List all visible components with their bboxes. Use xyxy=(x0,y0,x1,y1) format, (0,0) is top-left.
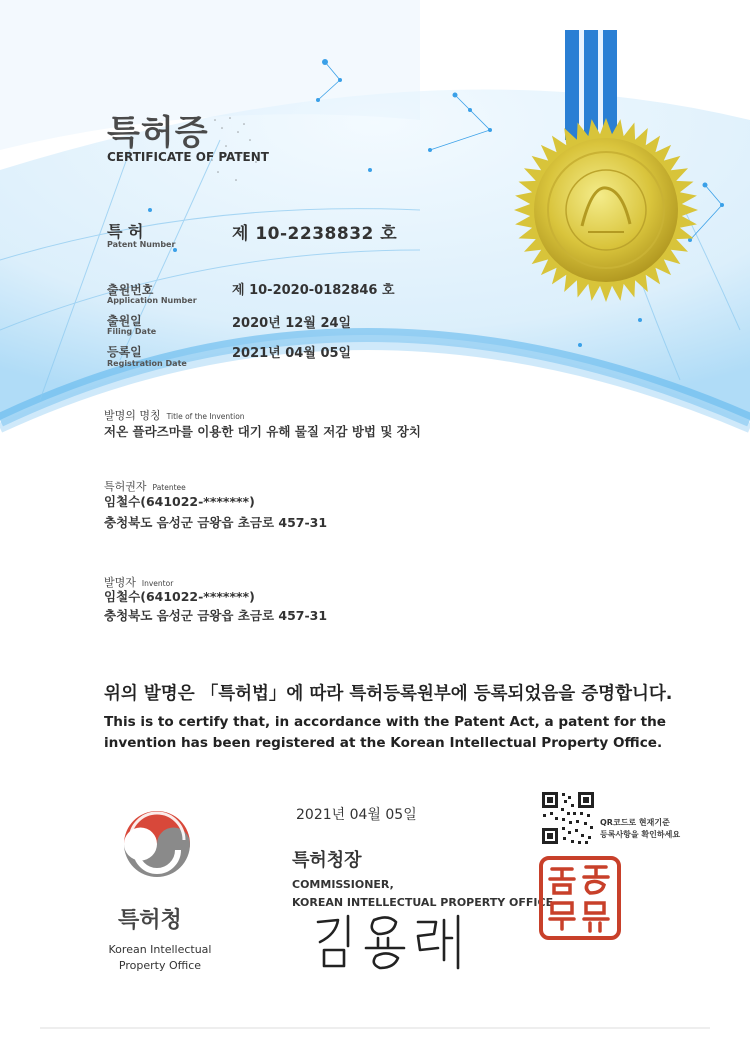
filing-date-label: 출원일 xyxy=(107,314,142,328)
patentee-address: 충청북도 음성군 금왕읍 초금로 457-31 xyxy=(104,515,328,530)
invention-title-value: 저온 플라즈마를 이용한 대기 유해 물질 저감 방법 및 장치 xyxy=(104,424,421,439)
taegeuk-emblem-icon xyxy=(116,806,198,888)
registration-date-label: 등록일 xyxy=(107,345,142,359)
qr-instruction-line1: QR코드로 현재기준 xyxy=(600,818,670,827)
qr-code-icon[interactable] xyxy=(540,790,596,846)
commissioner-title-en-line2: KOREAN INTELLECTUAL PROPERTY OFFICE xyxy=(292,896,554,909)
signature xyxy=(312,912,482,972)
certification-statement-ko: 위의 발명은 「특허법」에 따라 특허등록원부에 등록되었음을 증명합니다. xyxy=(104,684,673,704)
commissioner-title-en xyxy=(292,876,553,912)
qr-instruction-line2: 등록사항을 확인하세요 xyxy=(600,830,681,839)
commissioner-title-ko: 특허청장 xyxy=(292,850,362,871)
inventor-address: 충청북도 음성군 금왕읍 초금로 457-31 xyxy=(104,608,328,623)
filing-date-value: 2020년 12월 24일 xyxy=(232,316,352,331)
patentee-name: 임철수(641022-*******) xyxy=(104,494,255,509)
invention-title-label-en: Title of the Invention xyxy=(166,412,245,421)
commissioner-title-en-line1: COMMISSIONER, xyxy=(292,878,394,891)
patent-number-label: 특 허 xyxy=(107,222,144,241)
inventor-label-ko: 발명자 xyxy=(104,576,136,589)
invention-title-label xyxy=(104,404,245,423)
office-name-ko: 특허청 xyxy=(118,908,182,933)
application-number-label-en: Application Number xyxy=(107,296,197,305)
office-name-en: Korean Intellectual Property Office xyxy=(108,943,212,972)
patent-number-value: 제 10-2238832 호 xyxy=(232,224,398,244)
invention-title-label-ko: 발명의 명칭 xyxy=(104,409,161,422)
filing-date-label-en: Filing Date xyxy=(107,327,157,336)
certificate-title-en: CERTIFICATE OF PATENT xyxy=(107,150,269,164)
official-stamp-icon xyxy=(538,855,622,941)
gold-seal-icon xyxy=(512,116,700,304)
application-number-value: 제 10-2020-0182846 호 xyxy=(232,283,395,298)
certification-statement-en: This is to certify that, in accordance with the Patent Act, a patent for the invention has been registered at the Korean Intellectual Property Office. xyxy=(104,714,667,751)
qr-instruction xyxy=(600,817,680,841)
registration-date-value: 2021년 04월 05일 xyxy=(232,346,352,361)
application-number-label: 출원번호 xyxy=(107,283,154,297)
patentee-label-ko: 특허권자 xyxy=(104,480,147,493)
inventor-name: 임철수(641022-*******) xyxy=(104,589,255,604)
patentee-label-en: Patentee xyxy=(152,483,186,492)
patent-number-label-en: Patent Number xyxy=(107,240,176,249)
registration-date-label-en: Registration Date xyxy=(107,359,187,368)
certificate-title-ko: 특허증 xyxy=(107,113,209,153)
inventor-label-en: Inventor xyxy=(141,579,174,588)
issue-date: 2021년 04월 05일 xyxy=(296,807,417,823)
